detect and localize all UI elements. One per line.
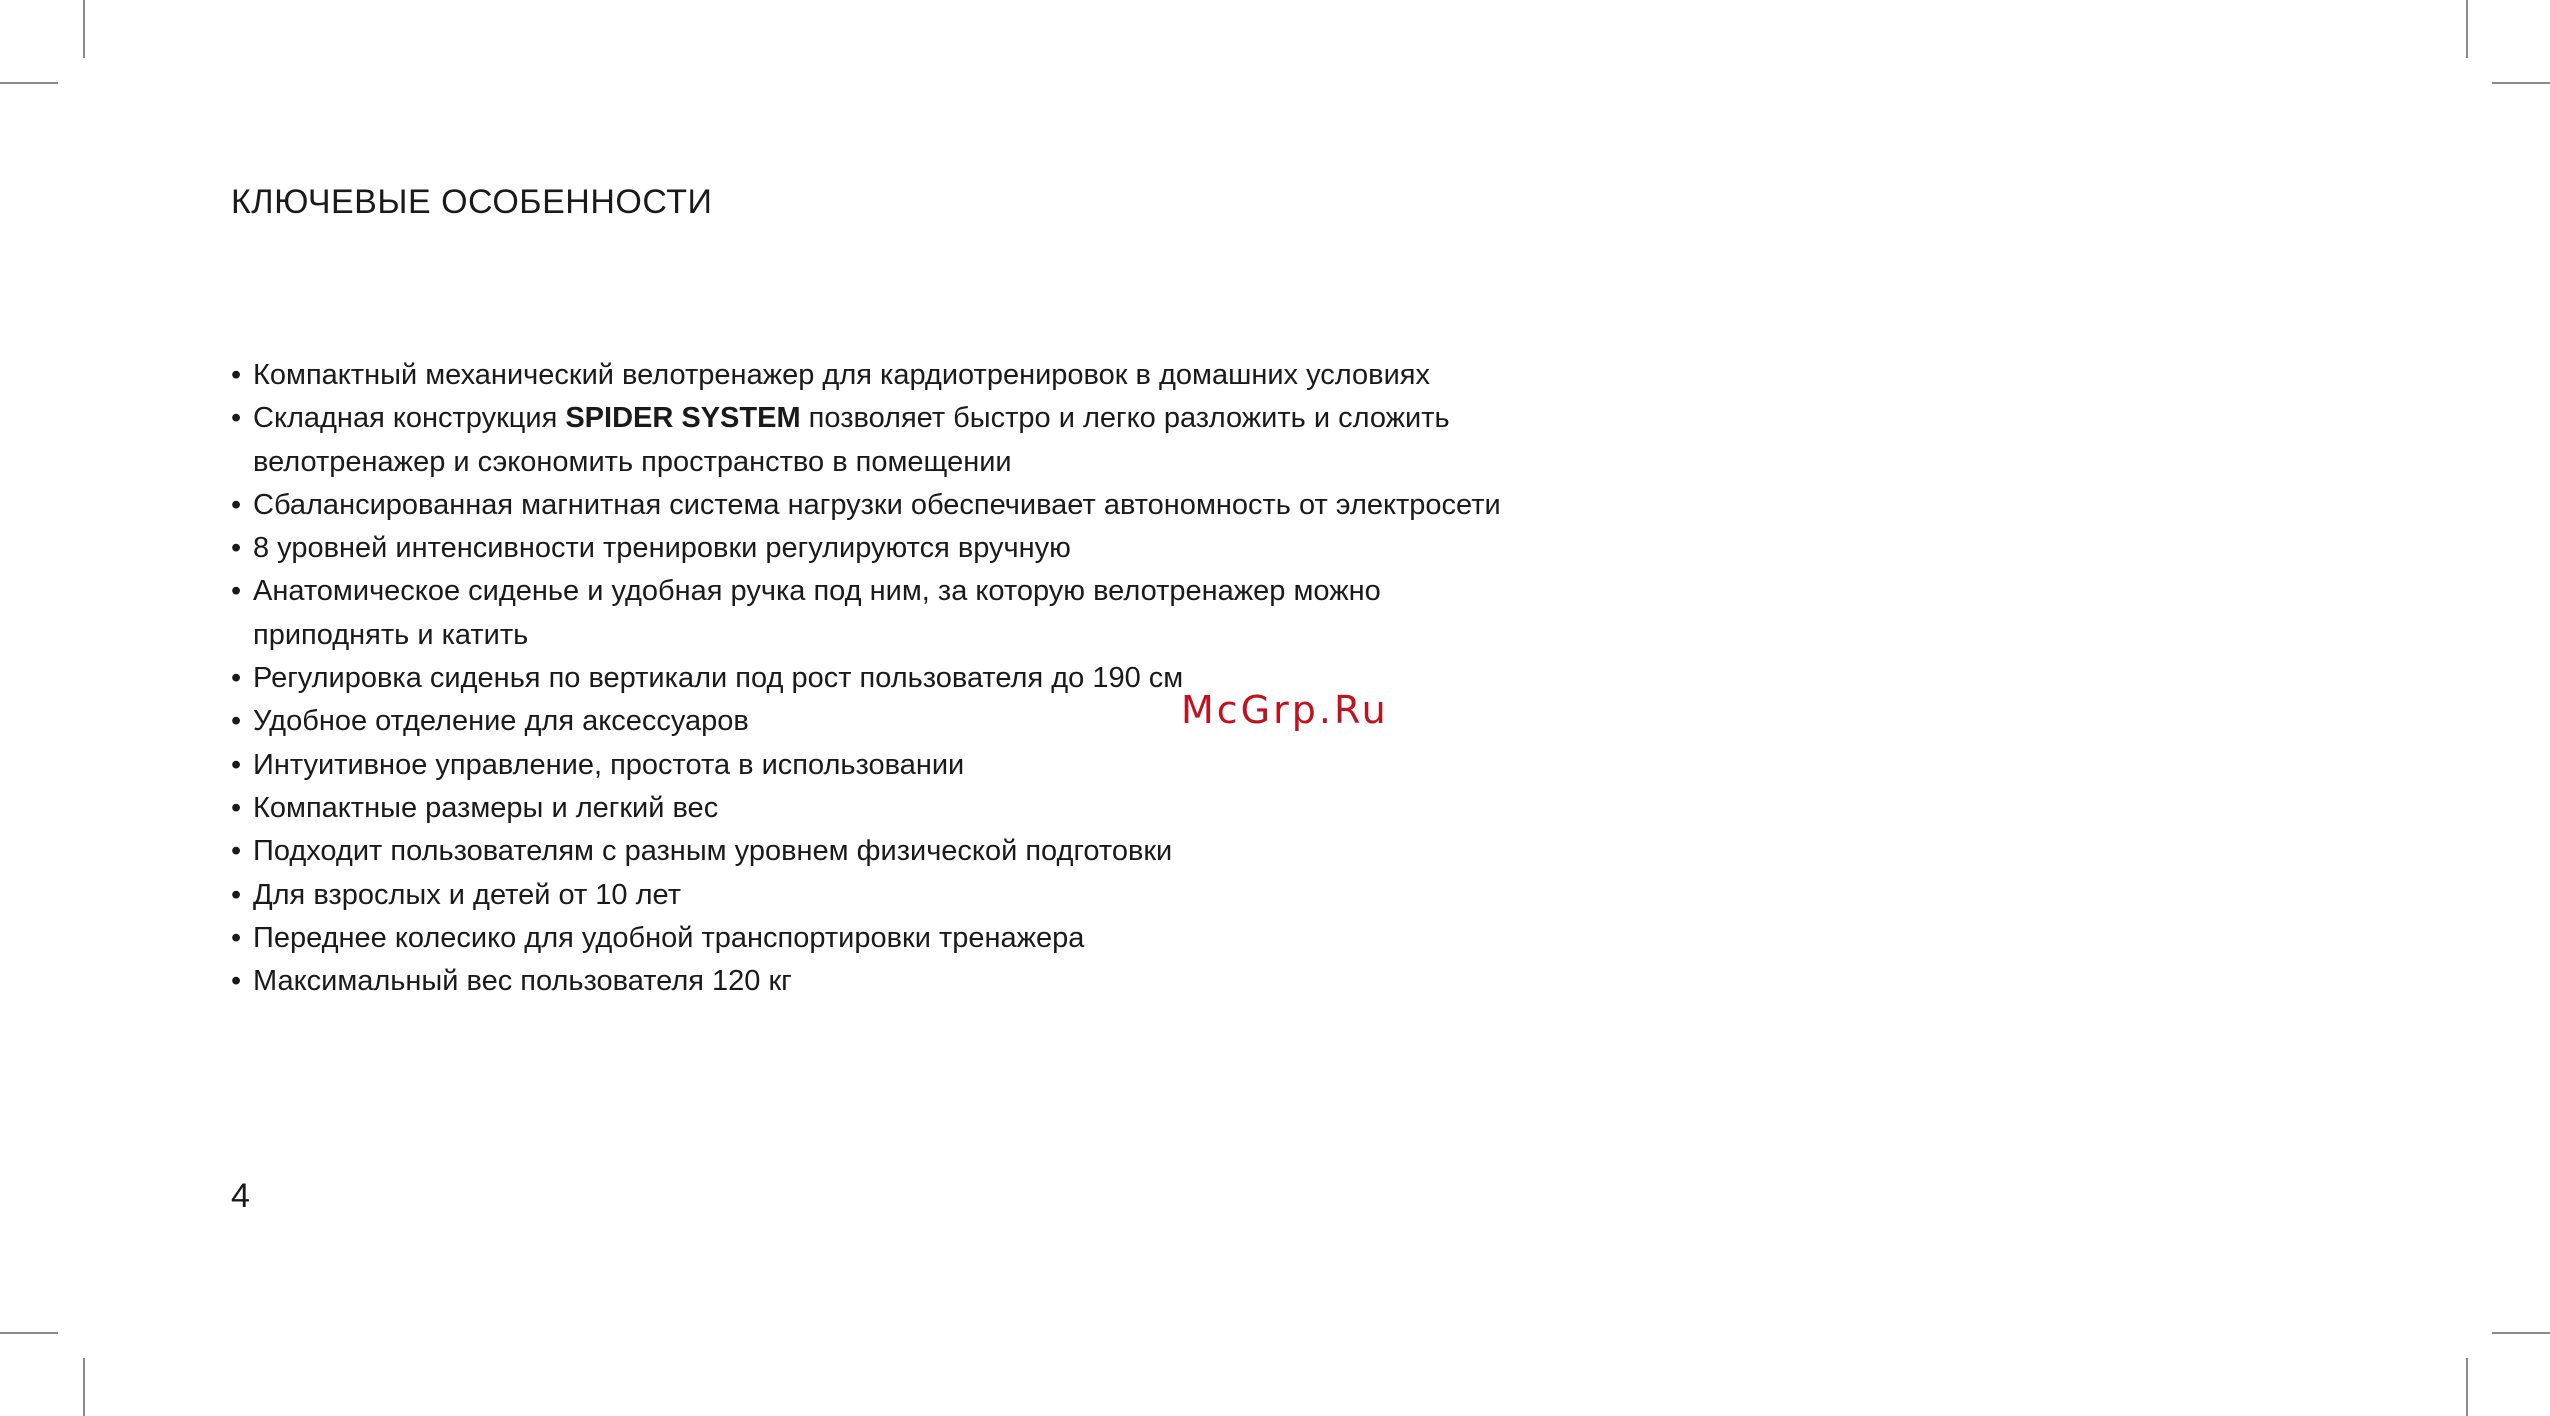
list-item	[231, 874, 1501, 917]
feature-text: Интуитивное управление, простота в использовании	[253, 748, 965, 781]
page-number: 4	[231, 1177, 250, 1215]
list-item	[231, 830, 1501, 873]
list-item	[231, 917, 1501, 960]
list-item	[231, 570, 1501, 657]
feature-text: Анатомическое сиденье и удобная ручка под ним, за которую велотренажер можно	[253, 575, 1381, 608]
feature-text: Максимальный вес пользователя 120 кг	[253, 965, 792, 998]
feature-text: Удобное отделение для аксессуаров	[253, 705, 749, 738]
page-title: КЛЮЧЕВЫЕ ОСОБЕННОСТИ	[231, 183, 713, 221]
feature-text-post: позволяет быстро и легко разложить и сложить	[800, 402, 1450, 435]
feature-text: Компактные размеры и легкий вес	[253, 791, 719, 824]
crop-mark-bottom-left-vertical	[83, 1358, 85, 1416]
feature-text: Сбалансированная магнитная система нагрузки обеспечивает автономность от электросети	[253, 488, 1501, 521]
crop-mark-top-left-horizontal	[0, 82, 58, 84]
crop-mark-top-right-vertical	[2466, 0, 2468, 58]
list-item	[231, 787, 1501, 830]
crop-mark-bottom-right-vertical	[2466, 1358, 2468, 1416]
list-item	[231, 484, 1501, 527]
list-item	[231, 354, 1501, 397]
crop-mark-top-left-vertical	[83, 0, 85, 58]
feature-text: Регулировка сиденья по вертикали под рост пользователя до 190 см	[253, 662, 1184, 695]
feature-text-continuation: приподнять и катить	[253, 618, 529, 651]
crop-mark-bottom-left-horizontal	[0, 1332, 58, 1334]
feature-text: Для взрослых и детей от 10 лет	[253, 878, 681, 911]
feature-text-continuation: велотренажер и сэкономить пространство в помещении	[253, 445, 1012, 478]
feature-text: Компактный механический велотренажер для кардиотренировок в домашних условиях	[253, 359, 1430, 391]
list-item	[231, 397, 1501, 484]
crop-mark-bottom-right-horizontal	[2492, 1332, 2550, 1334]
list-item	[231, 527, 1501, 570]
features-list	[231, 354, 1501, 1003]
list-item	[231, 744, 1501, 787]
list-item	[231, 960, 1501, 1003]
feature-text: 8 уровней интенсивности тренировки регулируются вручную	[253, 532, 1071, 565]
feature-text: Подходит пользователям с разным уровнем физической подготовки	[253, 835, 1173, 868]
watermark: McGrp.Ru	[1181, 688, 1389, 732]
crop-mark-top-right-horizontal	[2492, 82, 2550, 84]
feature-brand-name: SPIDER SYSTEM	[565, 402, 801, 435]
feature-text-pre: Складная конструкция	[253, 402, 566, 435]
feature-text: Переднее колесико для удобной транспортировки тренажера	[253, 921, 1085, 954]
